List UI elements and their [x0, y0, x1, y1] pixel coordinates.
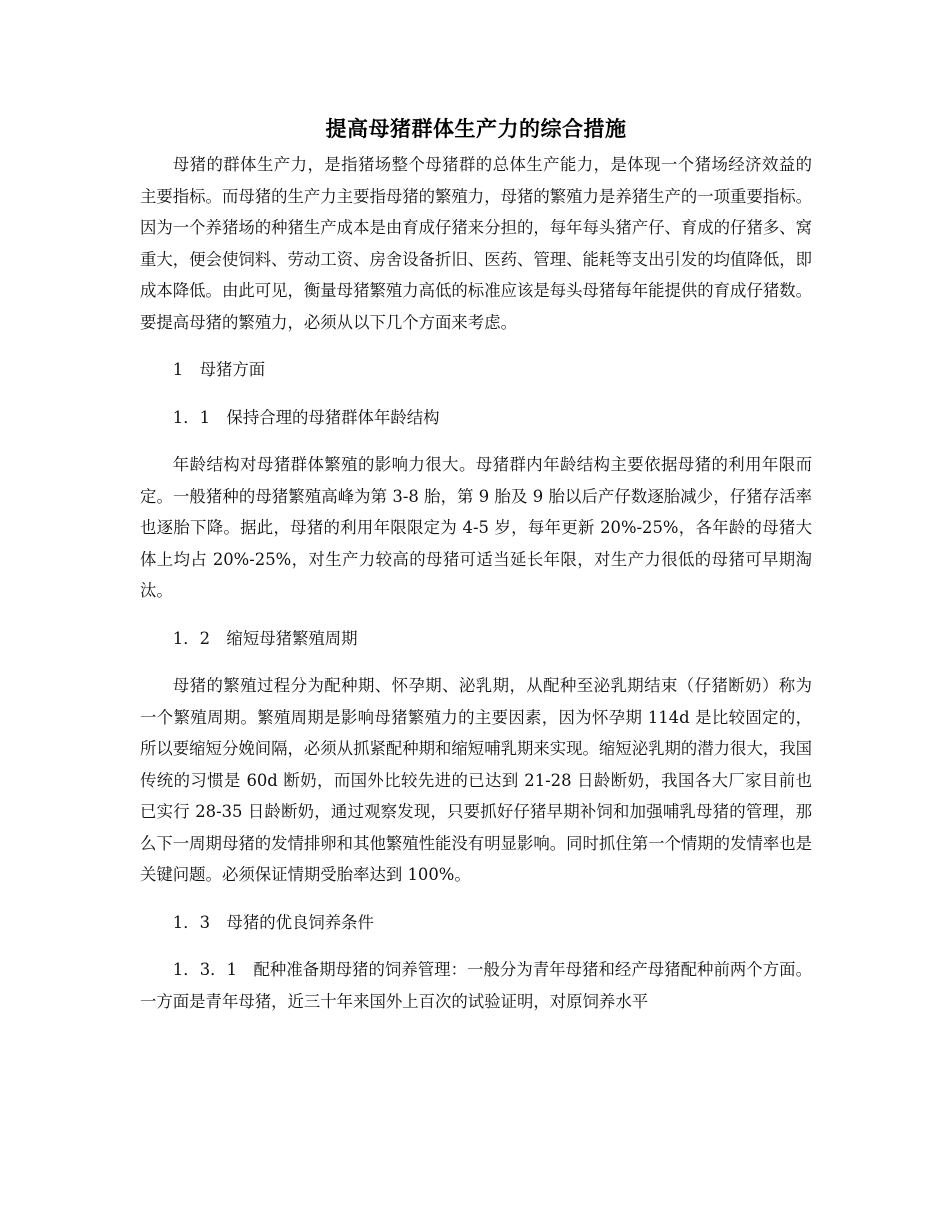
document-title: 提高母猪群体生产力的综合措施 — [325, 117, 627, 141]
section-1-2-heading: 1．2 缩短母猪繁殖周期 — [172, 628, 358, 648]
section-1-3-1-paragraph: 1．3．1 配种准备期母猪的饲养管理：一般分为青年母猪和经产母猪配种前两个方面。一方面是青年母猪，近三十年来国外上百次的试验证明，对原饲养水平 — [140, 960, 812, 1011]
document-body — [140, 112, 812, 1017]
section-1-heading: 1 母猪方面 — [172, 360, 266, 379]
section-1-1-heading: 1．1 保持合理的母猪群体年龄结构 — [172, 407, 440, 427]
section-1-1-paragraph: 年龄结构对母猪群体繁殖的影响力很大。母猪群内年龄结构主要依据母猪的利用年限而定。一般猪种的母猪繁殖高峰为第 3-8 胎，第 9 胎及 9 胎以后产仔数逐胎减少，仔猪存活率也逐胎下降。据此，母猪的利用年限限定为 4-5 岁，每年更新 20%-25%，各年龄的母猪大体上均占 20%-25%，对生产力较高的母猪可适当延长年限，对生产力很低的母猪可早期淘汰。 — [140, 455, 812, 600]
section-1-3-heading: 1．3 母猪的优良饲养条件 — [172, 912, 374, 932]
section-1-2-paragraph: 母猪的繁殖过程分为配种期、怀孕期、泌乳期，从配种至泌乳期结束（仔猪断奶）称为一个繁殖周期。繁殖周期是影响母猪繁殖力的主要因素，因为怀孕期 114d 是比较固定的，所以要缩短分娩间隔，必须从抓紧配种期和缩短哺乳期来实现。缩短泌乳期的潜力很大，我国传统的习惯是 60d 断奶，而国外比较先进的已达到 21-28 日龄断奶，我国各大厂家目前也已实行 28-35 日龄断奶，通过观察发现，只要抓好仔猪早期补饲和加强哺乳母猪的管理，那么下一周期母猪的发情排卵和其他繁殖性能没有明显影响。同时抓住第一个情期的发情率也是关键问题。必须保证情期受胎率达到 100%。 — [140, 676, 813, 884]
intro-paragraph: 母猪的群体生产力，是指猪场整个母猪群的总体生产能力，是体现一个猪场经济效益的主要指标。而母猪的生产力主要指母猪的繁殖力，母猪的繁殖力是养猪生产的一项重要指标。因为一个养猪场的种猪生产成本是由育成仔猪来分担的，每年每头猪产仔、育成的仔猪多、窝重大，便会使饲料、劳动工资、房舍设备折旧、医药、管理、能耗等支出引发的均值降低，即成本降低。由此可见，衡量母猪繁殖力高低的标准应该是每头母猪每年能提供的育成仔猪数。要提高母猪的繁殖力，必须从以下几个方面来考虑。 — [140, 155, 813, 332]
